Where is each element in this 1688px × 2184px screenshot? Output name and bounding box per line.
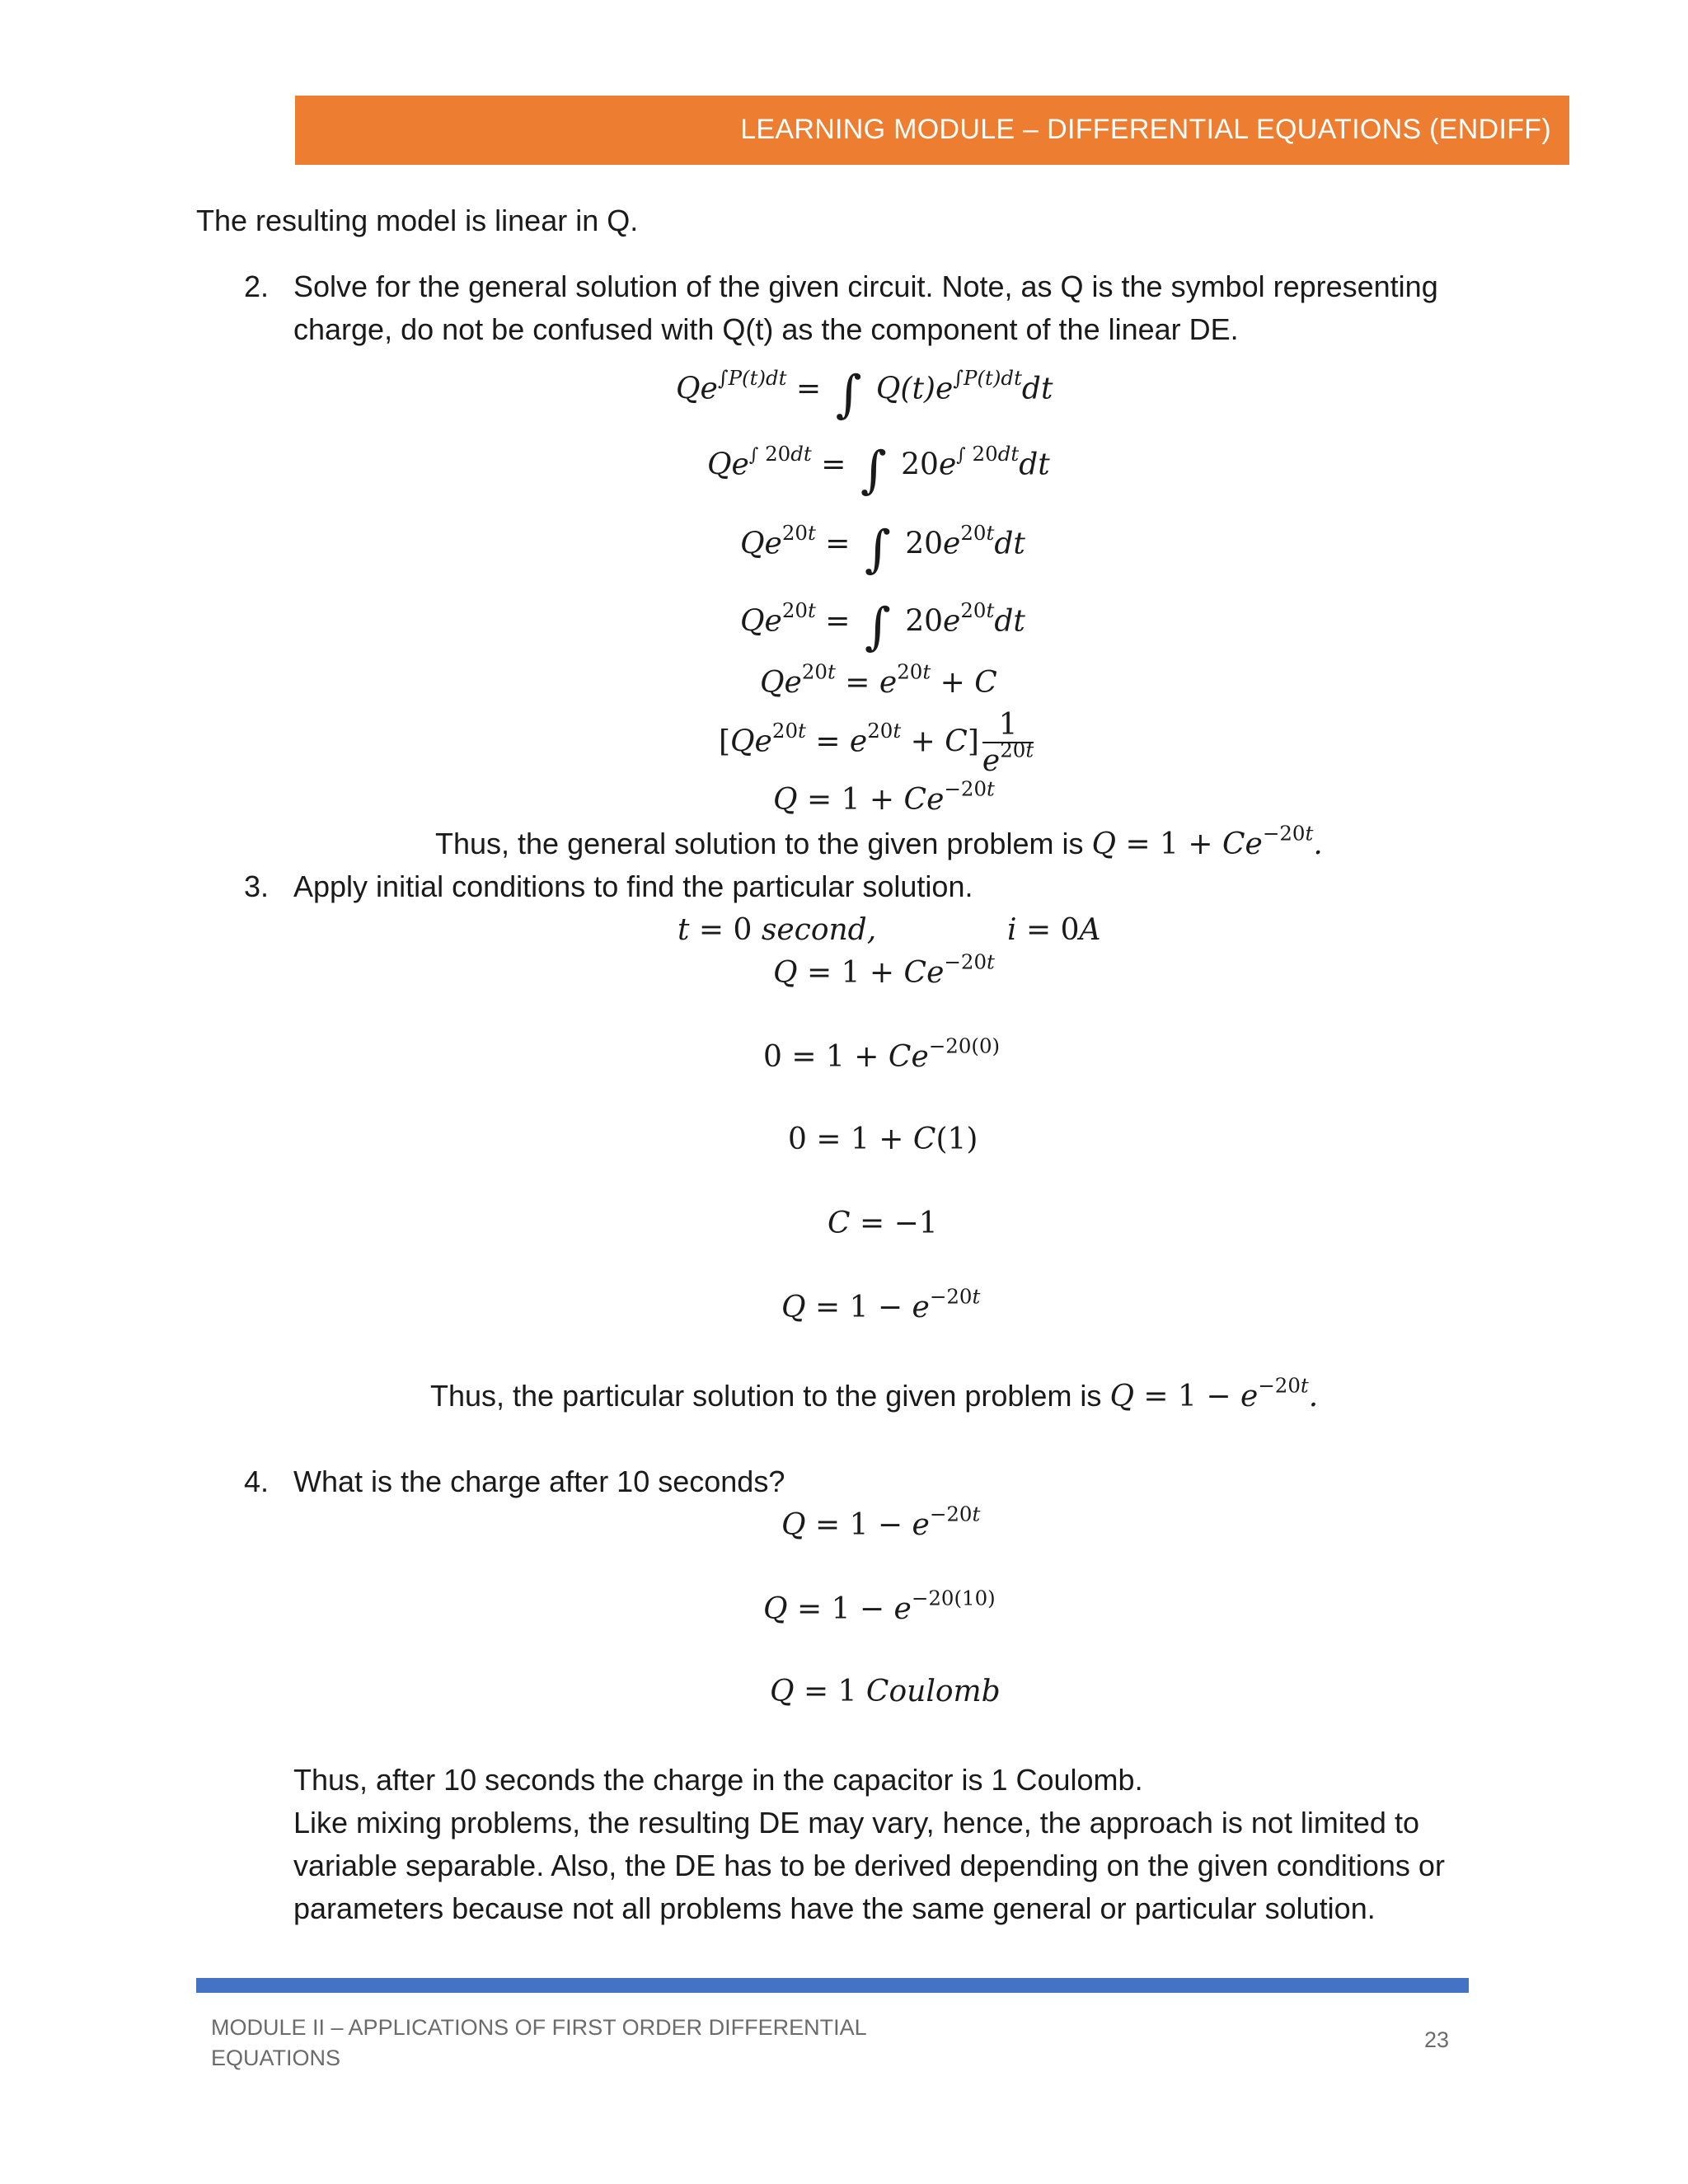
header-bar [295,96,1569,165]
conclusion-text: Thus, the particular solution to the given problem is [430,1379,1110,1413]
equation: $Qe^{20t}$ = ∫ $20e^{20t}dt$ [740,520,1025,579]
footer-rule [196,1978,1469,1993]
equation: $Q = 1 - e^{-20t}$ [781,1502,981,1542]
footer-module: MODULE II – APPLICATIONS OF FIRST ORDER DIFFERENTIAL EQUATIONS [211,2015,866,2070]
equation: $Qe^{\int P(t)dt}$ = ∫ $Q(t)e^{\int P(t)dt}dt$ [676,365,1053,424]
closing-line1: Thus, after 10 seconds the charge in the capacitor is 1 Coulomb. [293,1763,1143,1797]
step-number: 3. [244,869,270,903]
step2-line1: Solve for the general solution of the given circuit. Note, as Q is the symbol representing [293,269,1438,303]
step-number: 2. [244,269,270,303]
closing-line4: parameters because not all problems have the same general or particular solution. [293,1891,1376,1925]
equation: $Q = 1 - e^{-20t}$. [1109,1373,1319,1413]
equation: t = 0 second, [678,913,877,947]
equation: $Q = 1 + Ce^{-20t}$ [773,949,995,990]
equation: 0 = 1 + C(1) [788,1122,978,1156]
equation: $Qe^{20t} = e^{20t} + C$ [760,659,997,700]
step4-text: What is the charge after 10 seconds? [293,1465,785,1498]
closing-line3: variable separable. Also, the DE has to be derived depending on the given conditions or [293,1849,1445,1882]
equation: $Qe^{20t}$ = ∫ $20e^{20t}dt$ [740,598,1025,656]
step-number: 4. [244,1465,270,1498]
particular-solution-line [430,1375,1318,1418]
equation: $Q = 1 + Ce^{-20t}$. [1091,821,1323,861]
header-title: LEARNING MODULE – DIFFERENTIAL EQUATIONS (ENDIFF) [740,114,1551,145]
equation: $Q = 1 - e^{-20t}$ [781,1284,981,1324]
step2-line2: charge, do not be confused with Q(t) as the component of the linear DE. [293,312,1239,346]
equation: $[Qe^{20t} = e^{20t} + C]$ $\frac{1}{e^{20t}}$ [719,708,1034,778]
step3-text: Apply initial conditions to find the particular solution. [293,869,973,903]
equation: C = −1 [828,1207,938,1240]
equation: i = 0A [1007,913,1101,947]
general-solution-line [435,823,1323,865]
equation: $Qe^{\int 20dt}$ = ∫ $20e^{\int 20dt}dt$ [707,441,1050,499]
equation: Q = 1 Coulomb [770,1675,1001,1708]
intro-text: The resulting model is linear in Q. [196,204,639,237]
equation: $0 = 1 + Ce^{-20(0)}$ [763,1033,1001,1074]
page-number: 23 [1424,2027,1450,2052]
conclusion-text: Thus, the general solution to the given problem is [435,827,1092,860]
equation: $Q = 1 + Ce^{-20t}$ [773,776,995,817]
equation: $Q = 1 - e^{-20(10)}$ [763,1586,996,1626]
closing-line2: Like mixing problems, the resulting DE may vary, hence, the approach is not limited to [293,1806,1419,1840]
